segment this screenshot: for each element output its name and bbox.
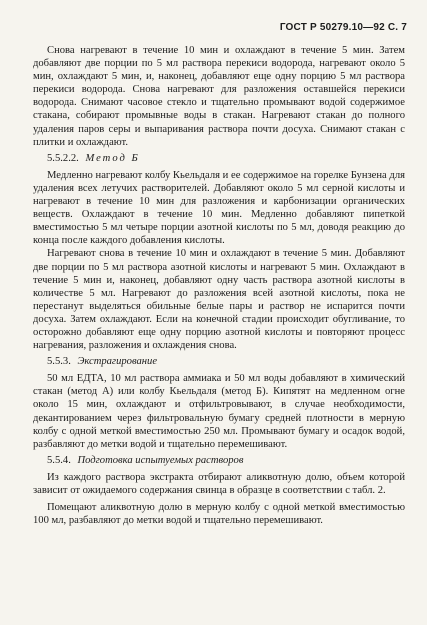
paragraph-aliquot-selection: Из каждого раствора экстракта отбирают аликвотную долю, объем которой зависит от ожидаемого содержания свинца в образце в соответствии с табл. 2. [33,471,405,496]
paragraph-method-b-heating: Нагревают снова в течение 10 мин и охлаждают в течение 5 мин. Добавляют две порции по 5 мл раствора азотной кислоты и нагревают 5 мин. Охлаждают в течение 5 мин и, наконец, добавляют одну часть раствора азотной кислоты в количестве 5 мл. Нагревают до разложения всей азотной кислоты, пока не перестанут выделяться обильные белые пары и раствор не испарится почти досуха. Затем охлаждают. Если на конечной стадии происходит обугливание, то осторожно добавляют еще одну порцию азотной кислоты и повторяют процесс нагревания, разложения и охлаждения снова. [33,248,405,352]
document-body [33,44,405,527]
paragraph-aliquot-dilution: Помещают аликвотную долю в мерную колбу с одной меткой вместимостью 100 мл, разбавляют до метки водой и тщательно перемешивают. [33,502,405,527]
section-number: 5.5.2.2. [47,152,79,164]
paragraph-method-b-intro: Медленно нагревают колбу Кьельдаля и ее содержимое на горелке Бунзена для удаления всех летучих растворителей. Добавляют около 5 мл серной кислоты и нагревают в течение 10 мин для разложения и карбонизации органических веществ. Охлаждают в течение 10 мин. Медленно добавляют пипеткой вместимостью 5 мл четыре порции азотной кислоты по 5 мл, доводя реакцию до конца после каждого добавления кислоты. [33,169,405,247]
section-number: 5.5.3. [47,356,71,368]
section-heading-5-5-4 [33,451,405,471]
section-title: Метод Б [85,152,140,164]
page-header: ГОСТ Р 50279.10—92 С. 7 [279,22,407,33]
paragraph-extraction: 50 мл ЕДТА, 10 мл раствора аммиака и 50 мл воды добавляют в химический стакан (метод А) или колбу Кьельдаля (метод Б). Кипятят на медленном огне около 15 мин, охлаждают и отфильтровывают, в случае необходимости, декантированием через фильтровальную бумагу средней плотности в мерную колбу с одной меткой вместимостью 250 мл. Промывают бумагу и осадок водой, разбавляют до метки водой и тщательно перемешивают. [33,373,405,450]
section-heading-5-5-2-2 [33,149,405,169]
section-title: Экстрагирование [77,356,158,368]
section-number: 5.5.4. [47,454,71,466]
section-heading-5-5-3 [33,352,405,372]
paragraph-heating-method-a: Снова нагревают в течение 10 мин и охлаждают в течение 5 мин. Затем добавляют две порции по 5 мл раствора перекиси водорода, нагревают около 5 мин, охлаждают 5 мин, и, наконец, добавляют еще одну порцию 5 мл раствора перекиси водорода. Снова нагревают для разложения оставшейся перекиси водорода. Снимают часовое стекло и тщательно промывают водой содержимое стакана, собирают промывные воды в стакан. Нагревают стакан до полного удаления паров серы и выпаривания раствора почти досуха. Снимают стакан с плитки и охлаждают. [33,45,405,148]
section-title: Подготовка испытуемых растворов [77,454,244,466]
